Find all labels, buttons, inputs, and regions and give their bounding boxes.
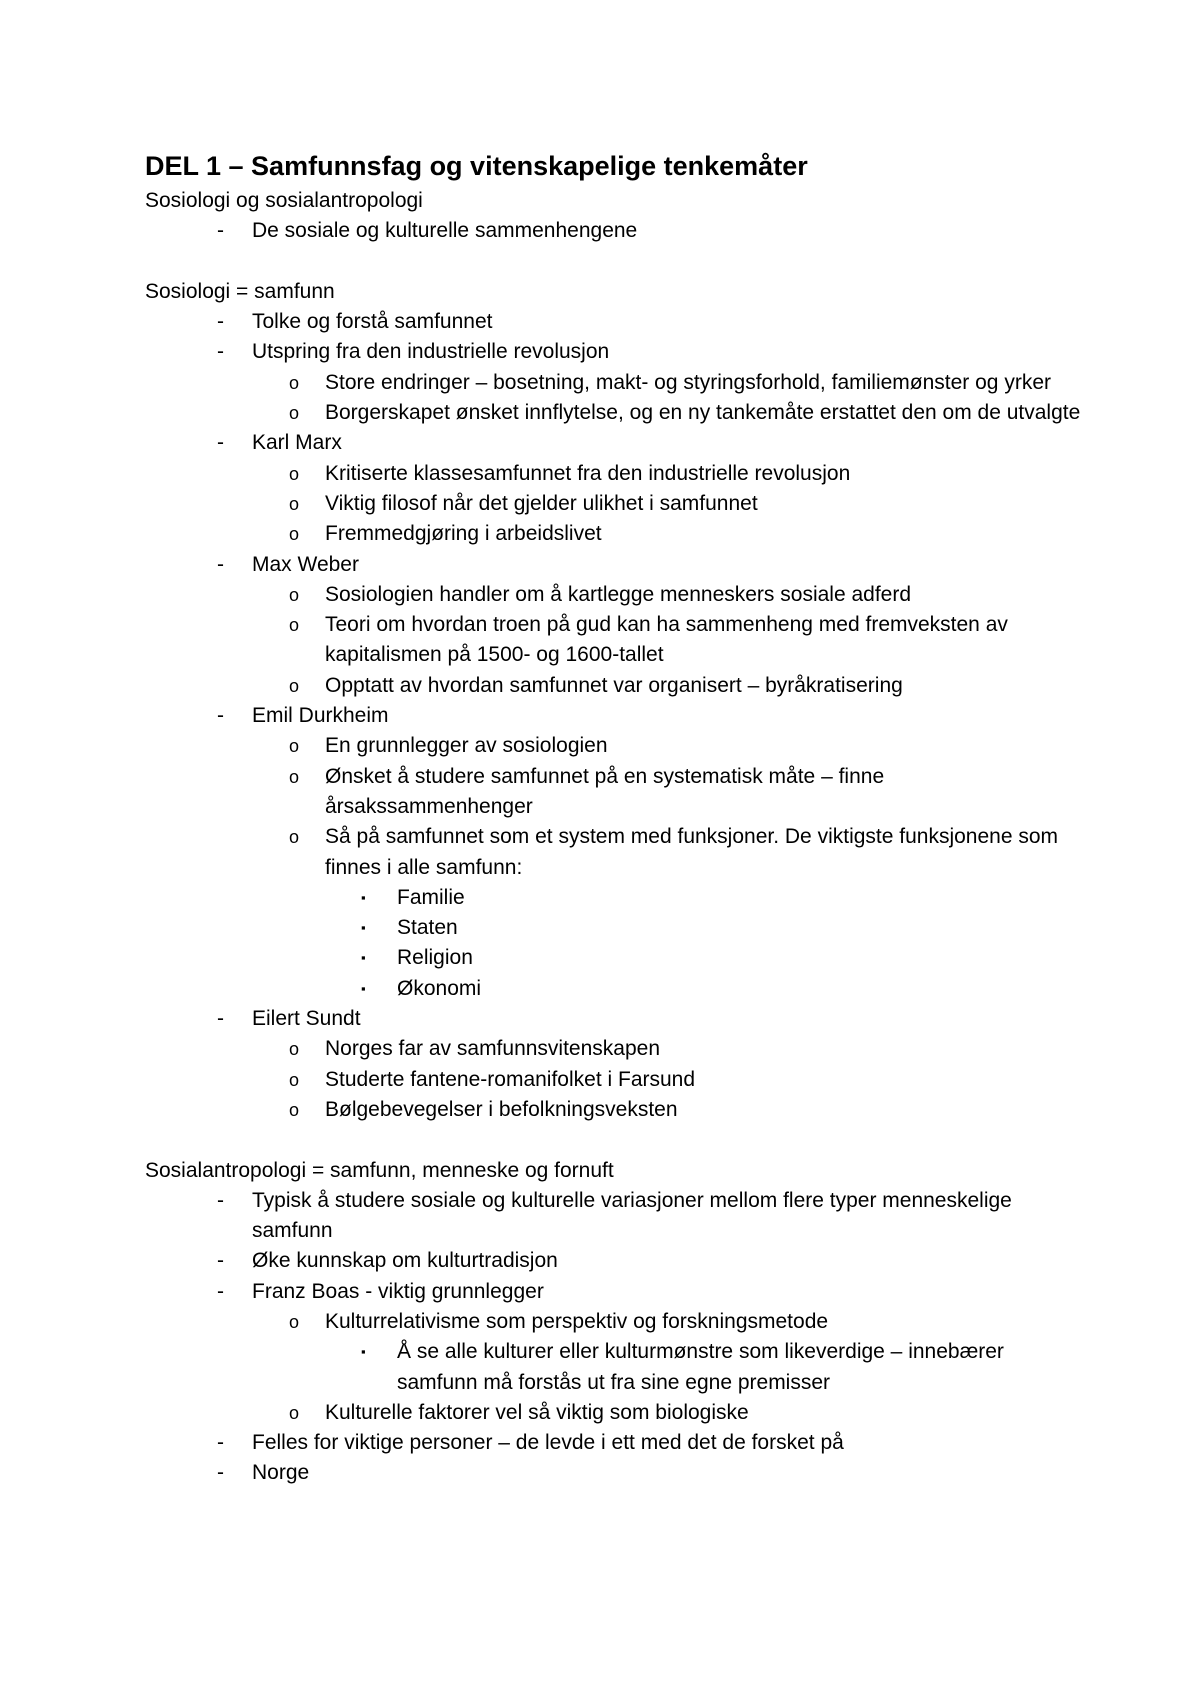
circle-bullet-marker: o <box>289 493 300 514</box>
bullet-text: Tolke og forstå samfunnet <box>252 310 493 334</box>
dash-bullet-marker: - <box>217 431 224 455</box>
dash-bullet-marker: - <box>217 704 224 728</box>
sub-bullet-item <box>145 459 1085 489</box>
dash-bullet-marker: - <box>217 1188 224 1212</box>
blank-line <box>145 247 1085 277</box>
bullet-text: Å se alle kulturer eller kulturmønstre som likeverdige – innebærer samfunn må forstås ut fra sine egne premisser <box>397 1340 1004 1394</box>
circle-bullet-marker: o <box>289 372 300 393</box>
circle-bullet-marker: o <box>289 827 300 848</box>
circle-bullet-marker: o <box>289 1311 300 1332</box>
bullet-text: Sosiologien handler om å kartlegge menneskers sosiale adferd <box>325 582 912 606</box>
bullet-text: Teori om hvordan troen på gud kan ha sammenheng med fremveksten av kapitalismen på 1500- og 1600-tallet <box>325 613 1008 667</box>
bullet-text: Ønsket å studere samfunnet på en systematisk måte – finne årsakssammenhenger <box>325 764 885 818</box>
bullet-text: Viktig filosof når det gjelder ulikhet i samfunnet <box>325 491 758 515</box>
circle-bullet-marker: o <box>289 766 300 787</box>
bullet-text: En grunnlegger av sosiologien <box>325 734 608 758</box>
bullet-item <box>145 1277 1085 1307</box>
sub-sub-bullet-item <box>145 1337 1085 1398</box>
circle-bullet-marker: o <box>289 675 300 696</box>
bullet-text: Bølgebevegelser i befolkningsveksten <box>325 1097 678 1121</box>
bullet-text: Max Weber <box>252 552 359 576</box>
dash-bullet-marker: - <box>217 1431 224 1455</box>
circle-bullet-marker: o <box>289 403 300 424</box>
bullet-item <box>145 1458 1085 1488</box>
bullet-item <box>145 307 1085 337</box>
sub-bullet-item <box>145 762 1085 823</box>
square-bullet-marker: ▪ <box>361 889 366 905</box>
bullet-text: Økonomi <box>397 976 482 1000</box>
bullet-text: Utspring fra den industrielle revolusjon <box>252 340 610 364</box>
square-bullet-marker: ▪ <box>361 1344 366 1360</box>
bullet-text: Typisk å studere sosiale og kulturelle variasjoner mellom flere typer menneskelige samfunn <box>252 1188 1012 1243</box>
bullet-text: Norge <box>252 1461 310 1485</box>
sub-bullet-item <box>145 489 1085 519</box>
sub-bullet-item <box>145 1065 1085 1095</box>
bullet-text: Studerte fantene-romanifolket i Farsund <box>325 1067 696 1091</box>
bullet-text: Staten <box>397 916 458 940</box>
blank-line <box>145 1125 1085 1155</box>
circle-bullet-marker: o <box>289 524 300 545</box>
bullet-item <box>145 337 1085 367</box>
bullet-text: Øke kunnskap om kulturtradisjon <box>252 1249 558 1273</box>
bullet-item <box>145 1186 1085 1247</box>
dash-bullet-marker: - <box>217 552 224 576</box>
sub-bullet-item <box>145 519 1085 549</box>
square-bullet-marker: ▪ <box>361 950 366 966</box>
sub-bullet-item <box>145 580 1085 610</box>
bullet-text: Kritiserte klassesamfunnet fra den industrielle revolusjon <box>325 461 851 485</box>
document-title: DEL 1 – Samfunnsfag og vitenskapelige tenkemåter <box>145 151 808 181</box>
dash-bullet-marker: - <box>217 310 224 334</box>
bullet-text: Eilert Sundt <box>252 1007 361 1031</box>
bullet-text: Kulturrelativisme som perspektiv og forskningsmetode <box>325 1309 829 1333</box>
section-heading: Sosiologi og sosialantropologi <box>145 189 423 212</box>
dash-bullet-marker: - <box>217 340 224 364</box>
sub-bullet-item <box>145 1398 1085 1428</box>
bullet-text: Opptatt av hvordan samfunnet var organisert – byråkratisering <box>325 673 903 697</box>
bullet-item <box>145 701 1085 731</box>
section-heading: Sosialantropologi = samfunn, menneske og fornuft <box>145 1158 614 1182</box>
circle-bullet-marker: o <box>289 615 300 636</box>
dash-bullet-marker: - <box>217 1279 224 1303</box>
sub-sub-bullet-item <box>145 913 1085 943</box>
circle-bullet-marker: o <box>289 1039 300 1060</box>
circle-bullet-marker: o <box>289 1402 300 1423</box>
sub-bullet-item <box>145 1034 1085 1064</box>
dash-bullet-marker: - <box>217 1007 224 1031</box>
bullet-text: Norges far av samfunnsvitenskapen <box>325 1037 661 1061</box>
bullet-text: De sosiale og kulturelle sammenhengene <box>252 219 638 243</box>
circle-bullet-marker: o <box>289 584 300 605</box>
dash-bullet-marker: - <box>217 219 224 243</box>
sub-bullet-item <box>145 731 1085 761</box>
bullet-item <box>145 428 1085 458</box>
sub-bullet-item <box>145 610 1085 671</box>
sub-bullet-item <box>145 368 1085 398</box>
circle-bullet-marker: o <box>289 1069 300 1090</box>
square-bullet-marker: ▪ <box>361 980 366 996</box>
bullet-text: Kulturelle faktorer vel så viktig som biologiske <box>325 1400 749 1424</box>
dash-bullet-marker: - <box>217 1249 224 1273</box>
sub-bullet-item <box>145 822 1085 883</box>
sub-bullet-item <box>145 1307 1085 1337</box>
bullet-text: Franz Boas - viktig grunnlegger <box>252 1279 544 1303</box>
bullet-text: Familie <box>397 885 465 909</box>
bullet-item <box>145 216 1085 246</box>
section-heading: Sosiologi = samfunn <box>145 279 335 303</box>
bullet-text: Religion <box>397 946 473 970</box>
bullet-item <box>145 1246 1085 1276</box>
sub-sub-bullet-item <box>145 943 1085 973</box>
sub-sub-bullet-item <box>145 974 1085 1004</box>
bullet-item <box>145 1428 1085 1458</box>
bullet-item <box>145 550 1085 580</box>
document-content <box>145 148 1085 1489</box>
sub-sub-bullet-item <box>145 883 1085 913</box>
bullet-text: Fremmedgjøring i arbeidslivet <box>325 522 602 546</box>
bullet-text: Emil Durkheim <box>252 704 389 728</box>
square-bullet-marker: ▪ <box>361 920 366 936</box>
bullet-text: Borgerskapet ønsket innflytelse, og en ny tankemåte erstattet den om de utvalgte <box>325 401 1081 425</box>
sub-bullet-item <box>145 671 1085 701</box>
sub-bullet-item <box>145 398 1085 428</box>
circle-bullet-marker: o <box>289 1099 300 1120</box>
circle-bullet-marker: o <box>289 736 300 757</box>
bullet-item <box>145 1004 1085 1034</box>
sub-bullet-item <box>145 1095 1085 1125</box>
bullet-text: Store endringer – bosetning, makt- og styringsforhold, familiemønster og yrker <box>325 370 1051 394</box>
bullet-text: Så på samfunnet som et system med funksjoner. De viktigste funksjonene som finnes i alle samfunn: <box>325 825 1059 879</box>
bullet-text: Felles for viktige personer – de levde i ett med det de forsket på <box>252 1431 844 1455</box>
circle-bullet-marker: o <box>289 463 300 484</box>
bullet-text: Karl Marx <box>252 431 342 455</box>
dash-bullet-marker: - <box>217 1461 224 1485</box>
